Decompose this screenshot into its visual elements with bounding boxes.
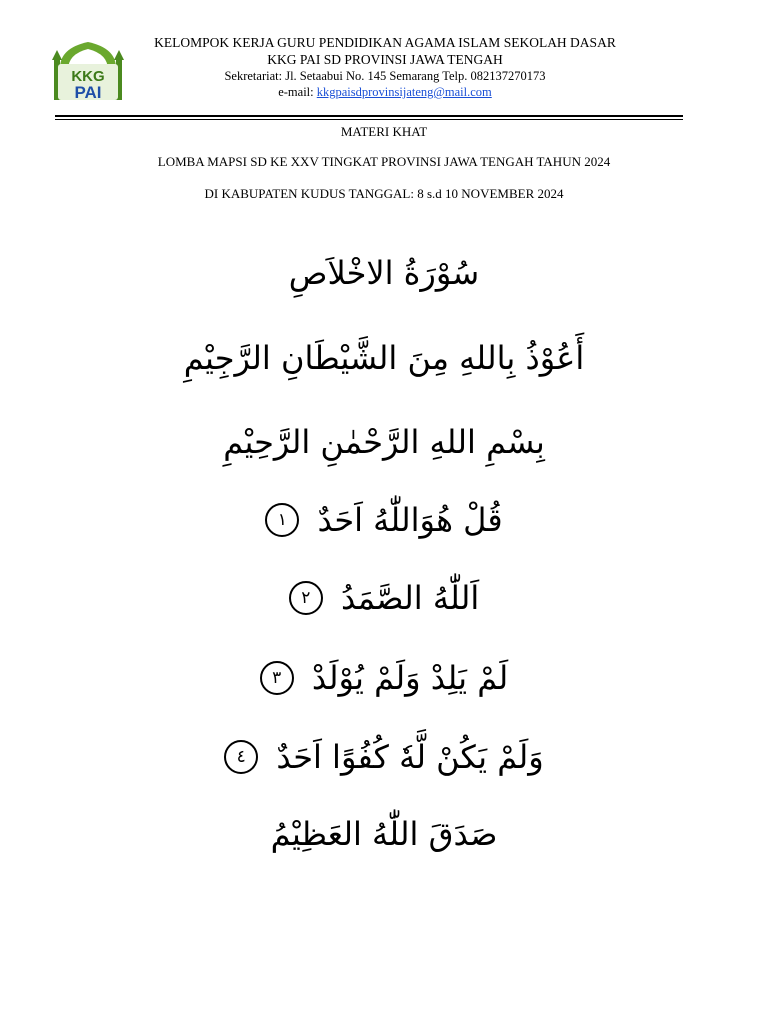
header-rule-thin [55,119,683,120]
basmalah [0,418,768,464]
taawudh [0,334,768,380]
header-rule-thick [55,115,683,117]
ayah-number-marker: ٢ [289,581,323,615]
svg-text:PAI: PAI [74,83,102,102]
letterhead [100,34,670,100]
ayah-number-marker: ٤ [224,740,258,774]
ayah-number-marker: ١ [265,503,299,537]
document-heading: MATERI KHAT [340,124,428,139]
verse-text: وَلَمْ يَكُنْ لَّهٗ كُفُوًا اَحَدٌ [276,738,544,776]
ayah-number-marker: ٣ [260,661,294,695]
secretariat-address: Sekretariat: Jl. Setaabui No. 145 Semarang Telp. 082137270173 [224,69,546,83]
venue-date: DI KABUPATEN KUDUS TANGGAL: 8 s.d 10 NOVEMBER 2024 [204,186,564,201]
verse-text: سُوْرَةُ الاخْلاَصِ [288,254,480,292]
verse-4 [0,733,768,779]
verse-text: صَدَقَ اللّٰهُ العَظِيْمُ [270,815,498,853]
org-subname: KKG PAI SD PROVINSI JAWA TENGAH [267,52,503,67]
email-link[interactable]: kkgpaisdprovinsijateng@mail.com [316,85,492,99]
verse-3 [0,654,768,700]
verse-text: أَعُوْذُ بِاللهِ مِنَ الشَّيْطَانِ الرَّجِيْمِ [183,339,585,377]
closing-sadaqallah [0,810,768,856]
event-title: LOMBA MAPSI SD KE XXV TINGKAT PROVINSI JAWA TENGAH TAHUN 2024 [157,154,611,169]
verse-text: بِسْمِ اللهِ الرَّحْمٰنِ الرَّحِيْمِ [223,423,545,461]
verse-text: قُلْ هُوَاللّٰهُ اَحَدٌ [317,501,503,539]
verse-text: لَمْ يَلِدْ وَلَمْ يُوْلَدْ [311,659,509,697]
verse-text: اَللّٰهُ الصَّمَدُ [340,579,480,617]
verse-2 [0,574,768,620]
svg-text:KKG: KKG [71,68,105,85]
surah-title [0,249,768,295]
email-label: e-mail: [278,85,317,99]
org-name: KELOMPOK KERJA GURU PENDIDIKAN AGAMA ISLAM SEKOLAH DASAR [154,35,616,50]
email-line [100,84,670,100]
verse-1 [0,496,768,542]
